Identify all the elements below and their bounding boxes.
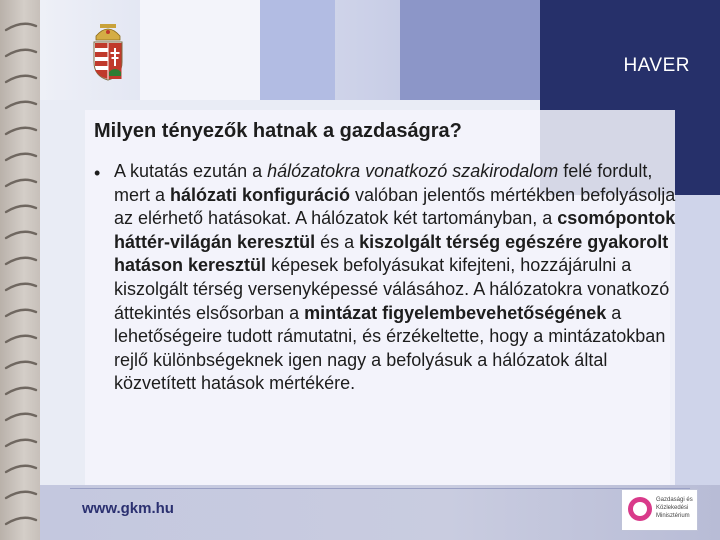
bullet-text-bold: kiszolgált térség egészére gyakorolt hatáson keresztül: [114, 231, 669, 276]
bullet-text-part: felé fordult, mert a: [114, 161, 653, 205]
spiral-binding: [0, 0, 40, 540]
ministry-logo: [621, 489, 698, 531]
ministry-name-line: Minisztérium: [656, 513, 690, 519]
brand-label: HAVER: [623, 55, 690, 76]
bullet-text: [114, 160, 684, 396]
bullet-text-bold: hálózati konfiguráció: [170, 184, 351, 205]
ministry-name: [656, 496, 693, 520]
ministry-name-line: Gazdasági és: [656, 497, 693, 503]
bullet-text-bold: csomópontok háttér-világán keresztül: [114, 208, 676, 252]
spiral-rings: [0, 0, 40, 540]
bullet-text-italic: hálózatokra vonatkozó szakirodalom: [267, 161, 559, 181]
bullet-text-part: képesek befolyásukat kifejteni, hozzájárulni a kiszolgált térség versenyképessé válásához. A hálózatokra vonatkozó áttekintés elsősorban a: [114, 255, 670, 323]
bullet-text-part: A kutatás ezután a: [114, 161, 268, 181]
slide-canvas: [40, 0, 720, 540]
bullet-text-part: és a: [315, 231, 360, 252]
footer-divider: [70, 488, 690, 489]
bullet-text-part: valóban jelentős mértékben befolyásolja az elérhető hatásokat. A hálózatok két tartományban, a: [114, 184, 676, 229]
hungarian-coat-of-arms-icon: [90, 24, 126, 82]
bullet-dot: •: [94, 163, 101, 183]
header-light-band: [140, 0, 260, 100]
ministry-logo-icon: [628, 497, 652, 521]
slide-title: Milyen tényezők hatnak a gazdaságra?: [94, 120, 462, 142]
bullet-text-part: a lehetőségeire tudott rámutatni, és érzékeltette, hogy a mintázatokban rejlő különbségeknek igen nagy a befolyásuk a hálózatok által közvetített hatások mértékére.: [114, 302, 666, 394]
bullet-text-bold: mintázat figyelembevehetőségének: [304, 302, 607, 323]
ministry-name-line: Közlekedési: [656, 505, 689, 511]
header-blue-band: [260, 0, 335, 100]
bullet-item: [94, 160, 684, 396]
header-mid-band: [400, 0, 540, 100]
footer-website-link[interactable]: www.gkm.hu: [82, 500, 174, 517]
